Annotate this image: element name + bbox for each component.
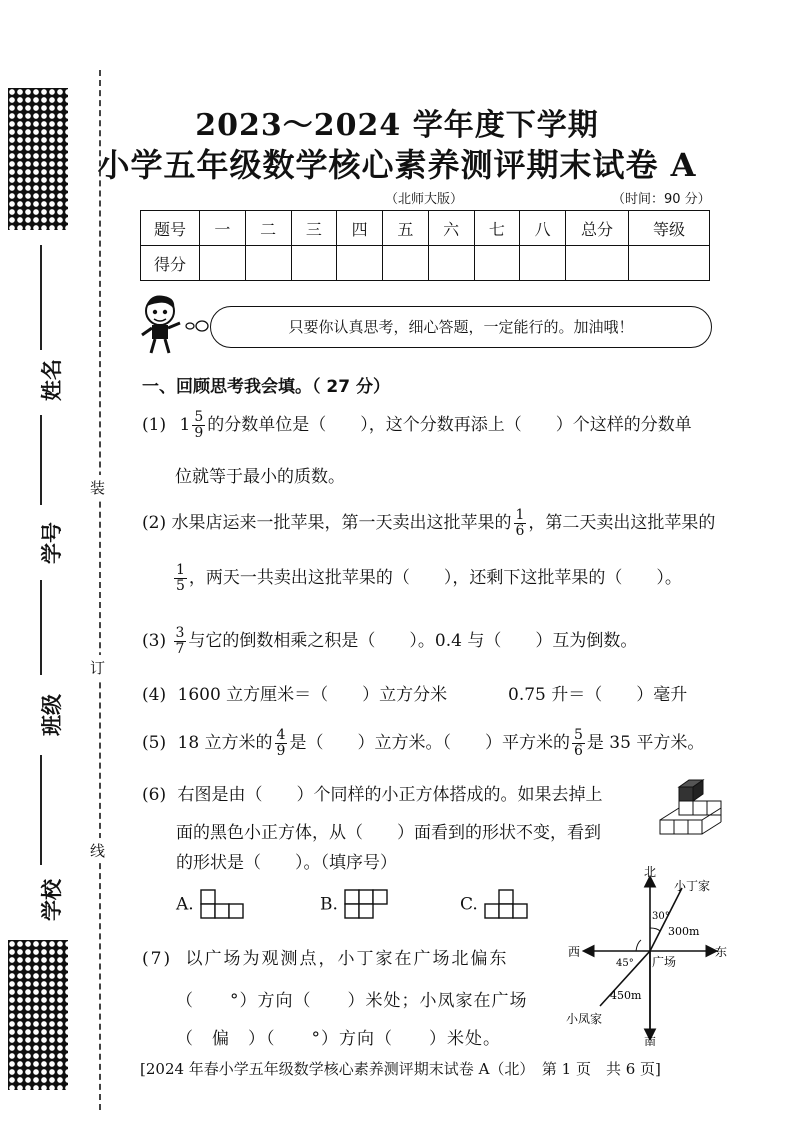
north-label: 北 [644, 866, 657, 879]
question-number: (3) [142, 631, 167, 651]
question-text: 右图是由（ ）个同样的小正方体搭成的。如果去掉上 [177, 785, 603, 805]
cell: 三 [291, 211, 337, 246]
edition-label: （北师大版） [385, 192, 464, 207]
question-text: ，第二天卖出这批苹果的 [528, 513, 716, 533]
question-7 [142, 944, 509, 969]
question-4-part-b: 0.75 升＝（ ）毫升 [508, 685, 688, 705]
distance-300-label: 300m [668, 925, 700, 938]
class-line [40, 580, 42, 675]
binding-char-xian: 线 [90, 838, 105, 863]
binding-dashed-line [99, 70, 101, 1110]
score-input-cell[interactable] [566, 246, 629, 281]
xiaofeng-label: 小凤家 [566, 1012, 603, 1026]
score-input-cell[interactable] [520, 246, 566, 281]
question-1-cont: 位就等于最小的质数。 [175, 467, 345, 487]
fraction: $\frac{1}{5}$ [176, 562, 185, 594]
question-number: (7) [142, 949, 173, 969]
mascot-icon [138, 293, 188, 355]
encouragement-bubble: 只要你认真思考，细心答题，一定能行的。加油哦！ [210, 306, 712, 348]
score-input-cell[interactable] [291, 246, 337, 281]
cell: 七 [474, 211, 520, 246]
question-number: (2) [142, 513, 167, 533]
question-7-line3: （ 偏 ）（ °）方向（ ）米处。 [176, 1029, 501, 1049]
question-7-line2: （ °）方向（ ）米处；小凤家在广场 [176, 991, 528, 1011]
question-2-cont [172, 563, 682, 594]
score-input-cell[interactable] [337, 246, 383, 281]
west-label: 西 [568, 945, 581, 959]
east-label: 东 [715, 945, 728, 959]
cell: 得分 [141, 246, 200, 281]
distance-450-label: 450m [610, 989, 642, 1002]
score-input-cell[interactable] [245, 246, 291, 281]
shape-a-icon [199, 888, 247, 922]
cell: 二 [245, 211, 291, 246]
question-text: 18 立方米的 [177, 733, 273, 753]
question-5 [142, 728, 704, 759]
question-6-line2: 面的黑色小正方体，从（ ）面看到的形状不变，看到 [176, 823, 601, 843]
xiaoding-label: 小丁家 [674, 879, 711, 893]
cell: 八 [520, 211, 566, 246]
cell: 五 [383, 211, 429, 246]
question-1 [142, 410, 692, 441]
angle-45-label: 45° [616, 958, 634, 969]
angle-30-arc [650, 928, 660, 931]
name-label: 姓名 [40, 359, 64, 401]
question-2 [142, 508, 715, 539]
id-line [40, 415, 42, 505]
score-input-cell[interactable] [383, 246, 429, 281]
fraction: $\frac{1}{6}$ [515, 507, 525, 539]
option-b[interactable] [320, 888, 391, 922]
question-4 [142, 680, 447, 705]
question-text: ，两天一共卖出这批苹果的（ ），还剩下这批苹果的（ ）。 [188, 568, 682, 588]
question-text: 的分数单位是（ ），这个分数再添上（ ）个这样的分数单 [207, 415, 692, 435]
question-number: (1) [142, 415, 167, 435]
compass-diagram [560, 866, 730, 1046]
fraction: $\frac{5}{9}$ [194, 409, 204, 441]
exam-title-line1: 2023～2024 学年度下学期 [195, 108, 599, 143]
cell: 题号 [141, 211, 200, 246]
score-input-cell[interactable] [474, 246, 520, 281]
score-table-score-row [141, 246, 710, 281]
shape-b-icon [343, 888, 391, 922]
question-text: 与它的倒数相乘之积是（ ）。0.4 与（ ）互为倒数。 [188, 631, 638, 651]
question-text: 1600 立方厘米＝（ ）立方分米 [177, 685, 448, 705]
score-table [140, 210, 710, 281]
question-3 [142, 626, 637, 657]
option-label: C. [460, 894, 478, 915]
school-line [40, 755, 42, 865]
binding-char-ding: 订 [90, 655, 105, 680]
score-input-cell[interactable] [629, 246, 710, 281]
decorative-pattern-bottom [8, 940, 68, 1090]
fraction: $\frac{3}{7}$ [175, 625, 185, 657]
name-line [40, 245, 42, 350]
fraction: $\frac{5}{6}$ [573, 727, 583, 759]
exam-title-line2: 小学五年级数学核心素养测评期末试卷 A [97, 146, 697, 184]
question-text: 是（ ）立方米。（ ）平方米的 [289, 733, 570, 753]
option-label: B. [320, 894, 338, 915]
score-table-header-row [141, 211, 710, 246]
cell: 总分 [566, 211, 629, 246]
section-heading: 一、回顾思考我会填。（ 27 分） [142, 377, 390, 397]
option-c[interactable] [460, 888, 531, 922]
cube-stack-figure [655, 775, 725, 845]
cell: 四 [337, 211, 383, 246]
angle-30-label: 30° [652, 911, 670, 922]
cell: 一 [200, 211, 246, 246]
option-label: A. [176, 894, 194, 915]
center-label: 广场 [652, 955, 677, 969]
question-number: (4) [142, 685, 167, 705]
time-label: （时间：90 分） [612, 192, 711, 207]
class-label: 班级 [40, 694, 64, 736]
cell: 等级 [629, 211, 710, 246]
question-number: (5) [142, 733, 167, 753]
score-input-cell[interactable] [428, 246, 474, 281]
question-6 [142, 780, 603, 805]
question-number: (6) [142, 785, 167, 805]
school-label: 学校 [40, 879, 64, 921]
question-text: 以广场为观测点，小丁家在广场北偏东 [185, 949, 509, 969]
shape-c-icon [483, 888, 531, 922]
fraction: $\frac{4}{9}$ [276, 727, 286, 759]
page-footer: [2024 年春小学五年级数学核心素养测评期末试卷 A（北） 第 1 页 共 6 页] [140, 1060, 661, 1078]
angle-45-arc [636, 940, 641, 951]
question-text: 水果店运来一批苹果，第一天卖出这批苹果的 [171, 513, 512, 533]
question-text: 是 35 平方米。 [586, 733, 705, 753]
south-label: 南 [644, 1035, 657, 1046]
question-6-line3: 的形状是（ ）。（填序号） [176, 853, 397, 873]
binding-char-zhuang: 装 [90, 475, 105, 500]
student-id-label: 学号 [40, 522, 64, 564]
mixed-number-whole: 1 [179, 415, 191, 435]
option-a[interactable] [176, 888, 247, 922]
score-input-cell[interactable] [200, 246, 246, 281]
cell: 六 [428, 211, 474, 246]
